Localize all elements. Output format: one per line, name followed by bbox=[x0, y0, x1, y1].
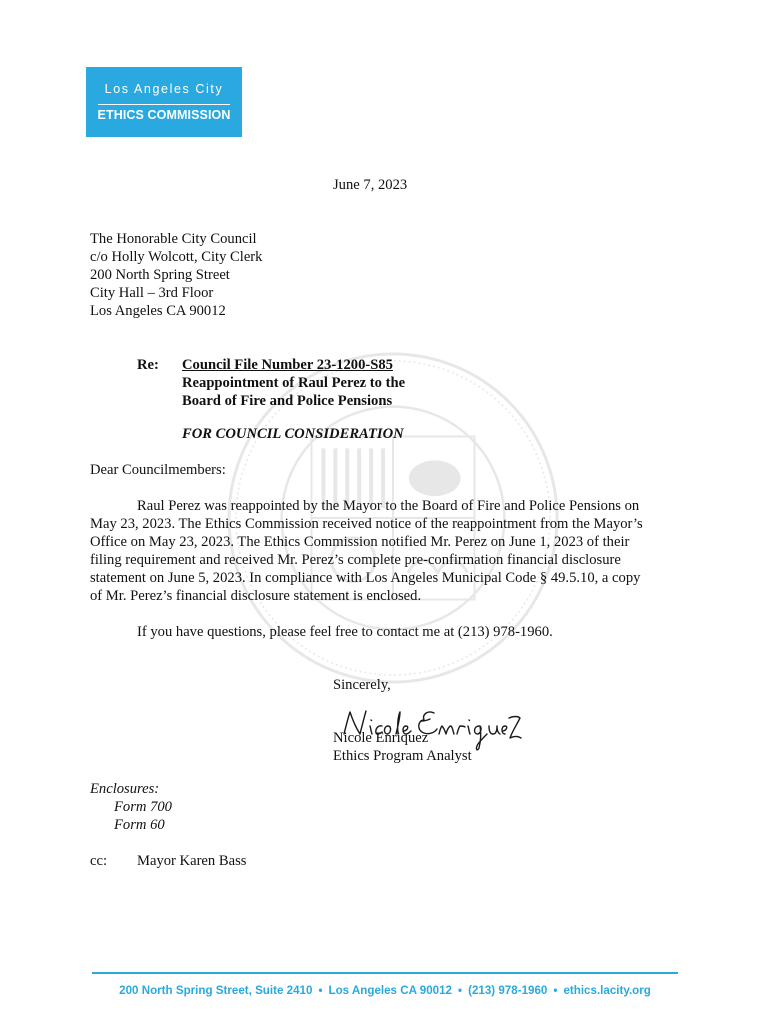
enclosures-label: Enclosures: bbox=[90, 781, 160, 797]
cc-recipient: Mayor Karen Bass bbox=[137, 853, 247, 869]
paragraph-line-text: Raul Perez was reappointed by the Mayor to the Board of Fire and Police Pensions on bbox=[137, 498, 640, 514]
logo-divider bbox=[98, 104, 230, 105]
paragraph-line bbox=[90, 497, 660, 515]
paragraph-line: filing requirement and received Mr. Perez’s complete pre-confirmation financial disclosure bbox=[90, 552, 621, 568]
logo-line-1: Los Angeles City bbox=[104, 82, 224, 96]
subject-line: Board of Fire and Police Pensions bbox=[182, 393, 393, 409]
logo-line-2: ETHICS COMMISSION bbox=[97, 108, 231, 122]
signer-title: Ethics Program Analyst bbox=[333, 748, 472, 764]
salutation: Dear Councilmembers: bbox=[90, 462, 226, 478]
body-paragraph-1 bbox=[90, 497, 660, 605]
paragraph-line: statement on June 5, 2023. In compliance with Los Angeles Municipal Code § 49.5.10, a copy bbox=[90, 570, 641, 586]
signer-name: Nicole Enriquez bbox=[333, 730, 429, 746]
closing: Sincerely, bbox=[333, 677, 391, 693]
inside-address bbox=[90, 230, 262, 320]
footer-city: Los Angeles CA 90012 bbox=[328, 984, 453, 997]
footer-phone: (213) 978-1960 bbox=[468, 984, 548, 997]
council-file-number: Council File Number 23-1200-S85 bbox=[182, 357, 393, 373]
signer-block bbox=[333, 729, 472, 765]
re-subject bbox=[182, 356, 405, 410]
paragraph-line: May 23, 2023. The Ethics Commission received notice of the reappointment from the Mayor’s bbox=[90, 516, 643, 532]
paragraph-line: Office on May 23, 2023. The Ethics Commission notified Mr. Perez on June 1, 2023 of their bbox=[90, 534, 630, 550]
consideration-note: FOR COUNCIL CONSIDERATION bbox=[182, 426, 404, 442]
body-paragraph-2: If you have questions, please feel free to contact me at (213) 978-1960. bbox=[137, 624, 553, 640]
ethics-commission-logo bbox=[86, 67, 242, 137]
enclosures bbox=[90, 780, 172, 834]
address-line: Los Angeles CA 90012 bbox=[90, 303, 226, 319]
bullet-dot-icon: • bbox=[318, 984, 323, 997]
address-line: 200 North Spring Street bbox=[90, 267, 230, 283]
address-line: City Hall – 3rd Floor bbox=[90, 285, 214, 301]
bullet-dot-icon: • bbox=[553, 984, 558, 997]
enclosure-item: Form 60 bbox=[114, 817, 165, 833]
paragraph-line: of Mr. Perez’s financial disclosure statement is enclosed. bbox=[90, 588, 422, 604]
bullet-dot-icon: • bbox=[458, 984, 463, 997]
enclosure-item: Form 700 bbox=[114, 799, 172, 815]
footer-address: 200 North Spring Street, Suite 2410 bbox=[119, 984, 313, 997]
cc-label: cc: bbox=[90, 853, 108, 869]
footer-divider bbox=[92, 972, 678, 974]
subject-line: Reappointment of Raul Perez to the bbox=[182, 375, 406, 391]
footer-contact bbox=[0, 984, 770, 997]
address-line: The Honorable City Council bbox=[90, 231, 257, 247]
address-line: c/o Holly Wolcott, City Clerk bbox=[90, 249, 263, 265]
letter-date: June 7, 2023 bbox=[333, 177, 408, 193]
footer-website[interactable]: ethics.lacity.org bbox=[563, 984, 651, 997]
re-label: Re: bbox=[137, 357, 159, 373]
